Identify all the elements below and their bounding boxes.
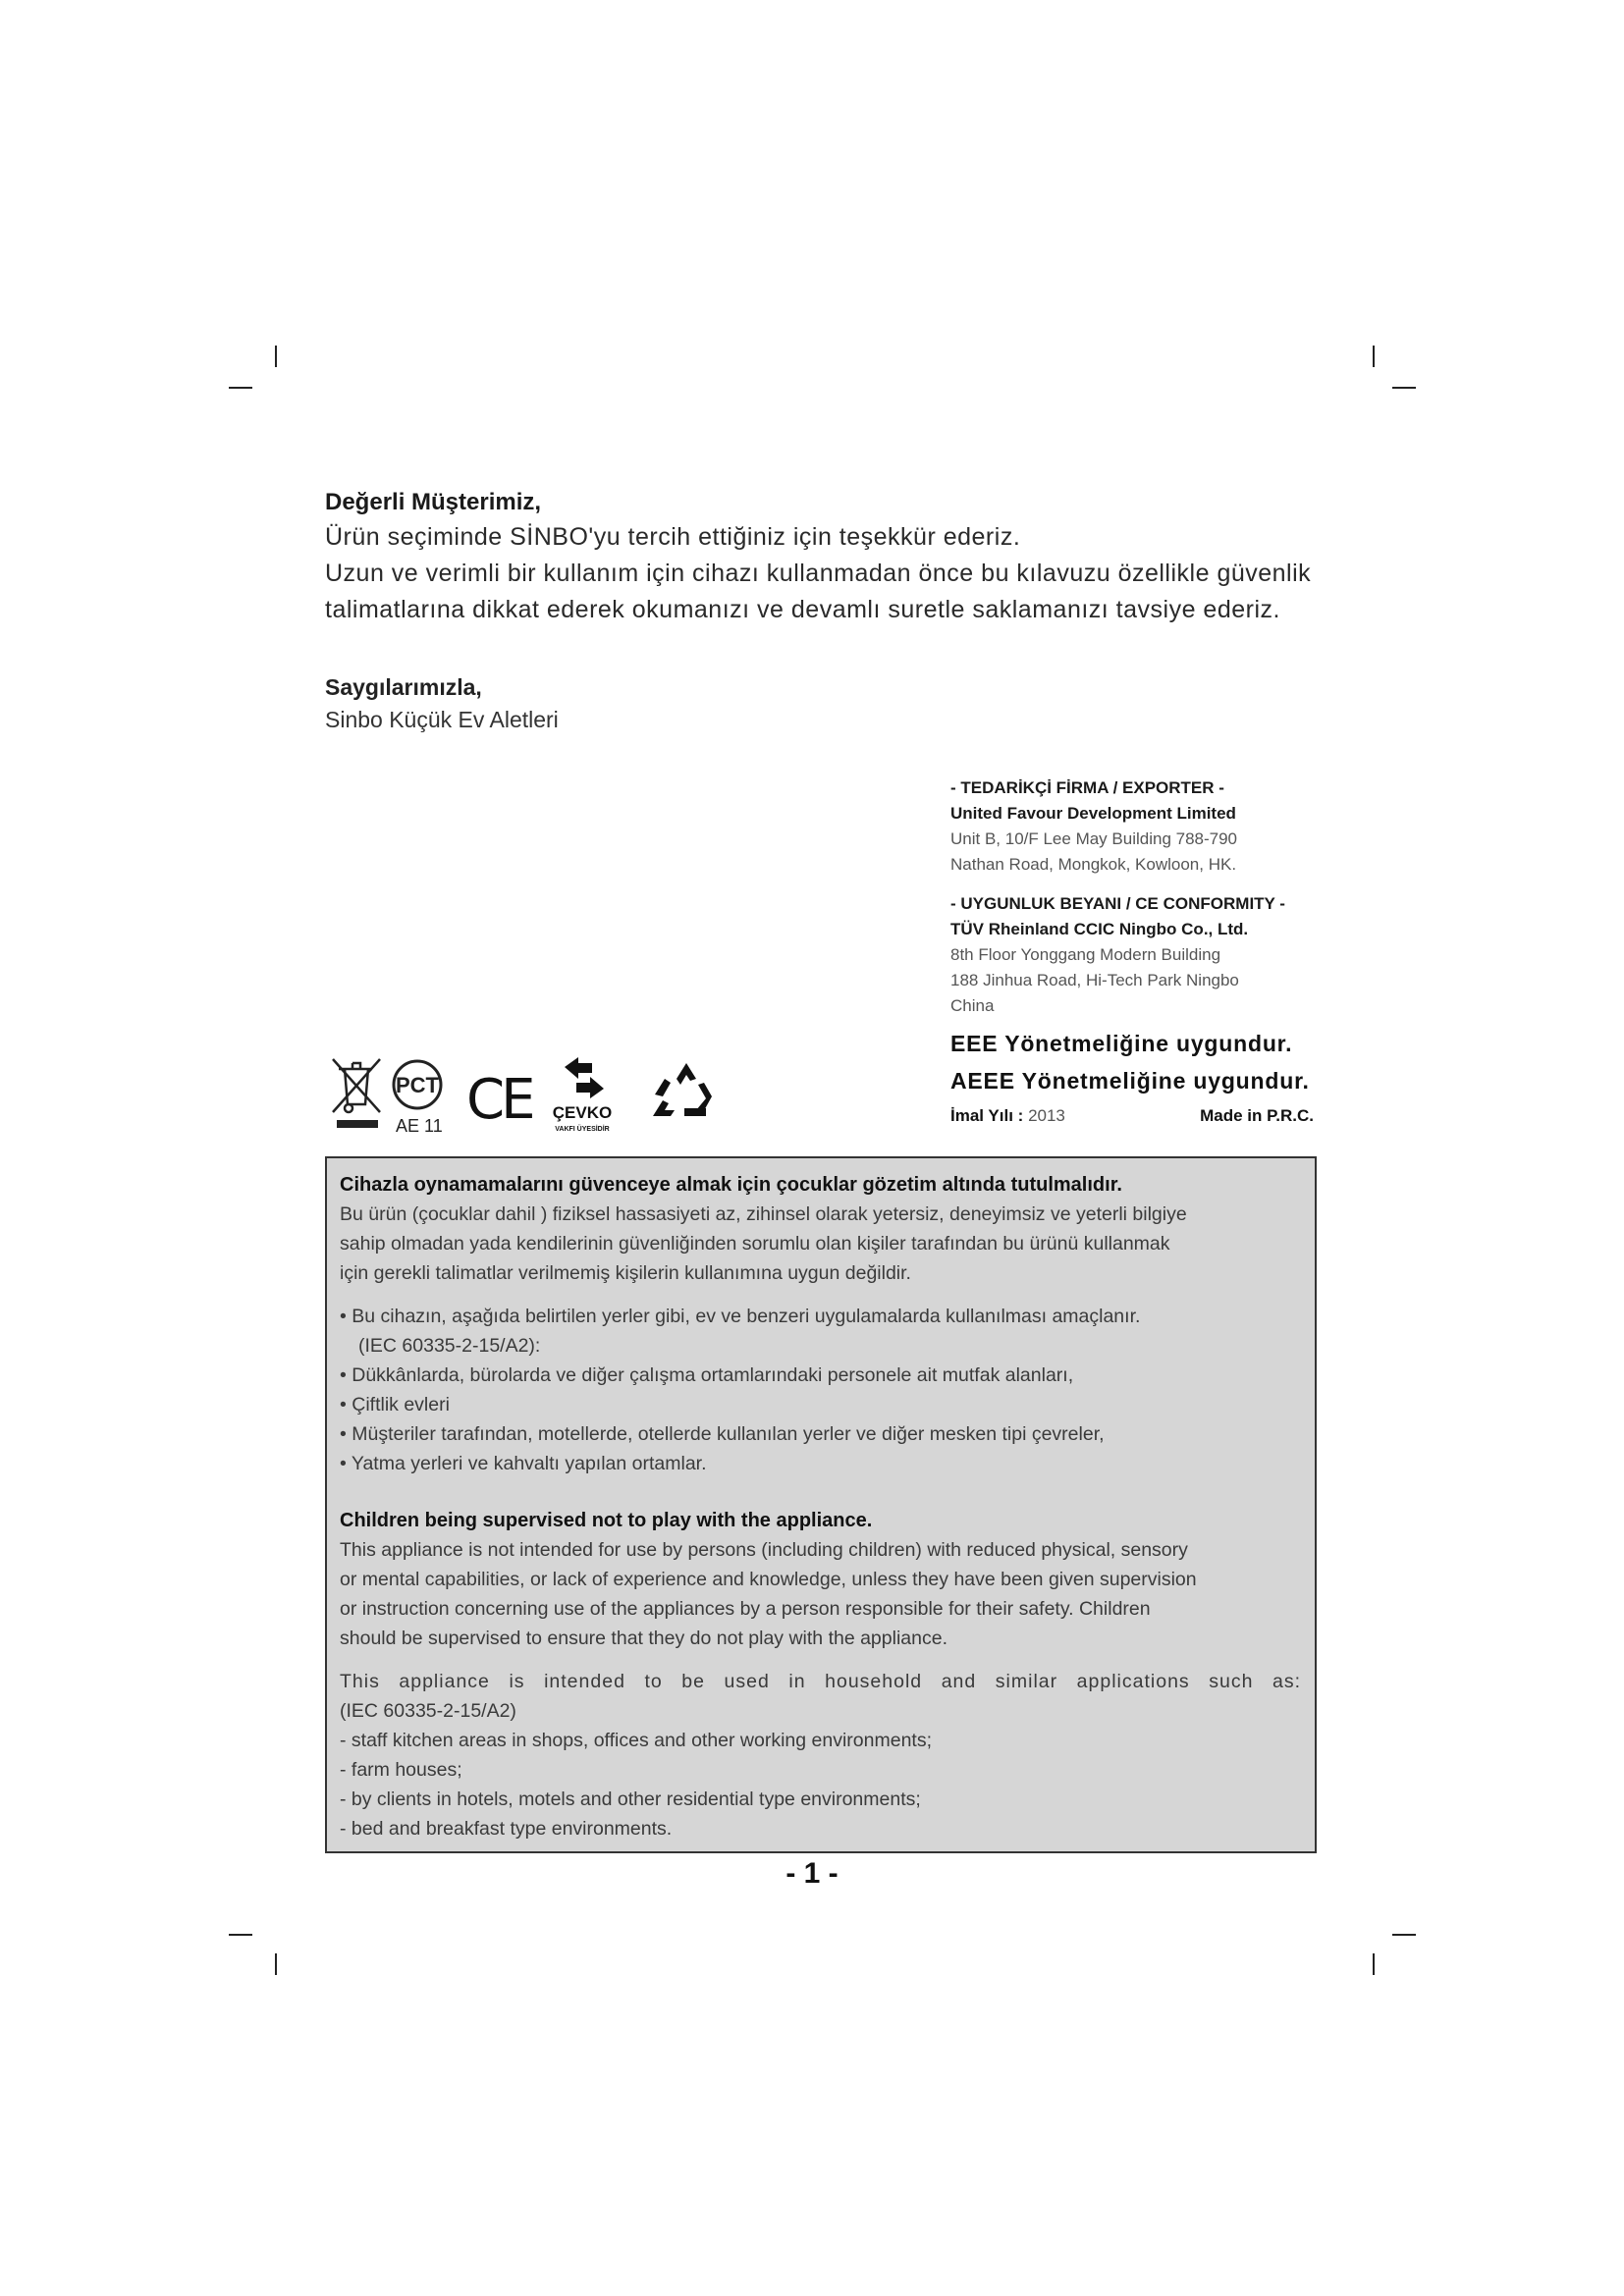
crop-mark-bottom-right-v bbox=[1373, 1953, 1375, 1975]
conformity-address: 188 Jinhua Road, Hi-Tech Park Ningbo bbox=[950, 971, 1239, 989]
list-item: (IEC 60335-2-15/A2): bbox=[358, 1335, 541, 1357]
list-item: • Müşteriler tarafından, motellerde, otellerde kullanılan yerler ve diğer mesken tipi çevreler, bbox=[340, 1423, 1105, 1445]
manufacture-year-value: 2013 bbox=[1028, 1106, 1065, 1125]
list-item: - bed and breakfast type environments. bbox=[340, 1818, 673, 1840]
conformity-address: 8th Floor Yonggang Modern Building bbox=[950, 945, 1221, 964]
tr-notice-paragraph: sahip olmadan yada kendilerinin güvenliğinden sorumlu olan kişiler tarafından bu ürünü kullanmak bbox=[340, 1233, 1170, 1255]
regards-label: Saygılarımızla, bbox=[325, 674, 482, 700]
exporter-address: Unit B, 10/F Lee May Building 788-790 bbox=[950, 829, 1238, 848]
crop-mark-top-left-v bbox=[275, 346, 277, 367]
list-item: • Bu cihazın, aşağıda belirtilen yerler gibi, ev ve benzeri uygulamalarda kullanılması amaçlanır. bbox=[340, 1306, 1141, 1327]
pct-mark-icon bbox=[394, 1061, 441, 1108]
list-item: - by clients in hotels, motels and other residential type environments; bbox=[340, 1789, 921, 1810]
crop-mark-bottom-left-v bbox=[275, 1953, 277, 1975]
supplier-info bbox=[950, 775, 1314, 1131]
crop-mark-bottom-right-h bbox=[1392, 1934, 1416, 1936]
tr-usage-list bbox=[340, 1302, 1301, 1478]
crop-mark-top-right-h bbox=[1392, 387, 1416, 389]
cevko-logo-icon bbox=[553, 1057, 612, 1133]
eee-compliance: EEE Yönetmeliğine uygundur. bbox=[950, 1031, 1293, 1056]
recycle-icon bbox=[653, 1063, 712, 1116]
page-number: - 1 - bbox=[785, 1857, 839, 1890]
list-item: - staff kitchen areas in shops, offices and other working environments; bbox=[340, 1730, 933, 1751]
company-name: Sinbo Küçük Ev Aletleri bbox=[325, 707, 559, 732]
manufacture-year-label: İmal Yılı : bbox=[950, 1106, 1024, 1125]
greeting-section bbox=[325, 486, 1317, 736]
conformity-heading: - UYGUNLUK BEYANI / CE CONFORMITY - bbox=[950, 894, 1285, 913]
manufacture-row bbox=[950, 1101, 1314, 1131]
cevko-subtitle: VAKFI ÜYESİDİR bbox=[555, 1126, 610, 1133]
pct-mark-text: PCT bbox=[396, 1073, 439, 1097]
list-item: • Yatma yerleri ve kahvaltı yapılan ortamlar. bbox=[340, 1453, 707, 1474]
conformity-address: China bbox=[950, 996, 995, 1015]
en-usage-intro: This appliance is intended to be used in household and similar applications such as: bbox=[340, 1671, 1301, 1692]
conformity-name: TÜV Rheinland CCIC Ningbo Co., Ltd. bbox=[950, 920, 1249, 938]
manufacture-year bbox=[950, 1101, 1065, 1131]
en-notice-paragraph: or mental capabilities, or lack of experience and knowledge, unless they have been given supervision bbox=[340, 1569, 1197, 1590]
greeting-line: Ürün seçiminde SİNBO'yu tercih ettiğiniz için teşekkür ederiz. bbox=[325, 523, 1021, 551]
tr-notice-paragraph: için gerekli talimatlar verilmemiş kişilerin kullanımına uygun değildir. bbox=[340, 1262, 911, 1284]
crop-mark-top-right-v bbox=[1373, 346, 1375, 367]
tr-notice-paragraph: Bu ürün (çocuklar dahil ) fiziksel hassasiyeti az, zihinsel olarak yetersiz, deneyimsiz ve yeterli bilgiye bbox=[340, 1203, 1187, 1225]
en-usage-standard: (IEC 60335-2-15/A2) bbox=[340, 1700, 516, 1722]
aeee-compliance: AEEE Yönetmeliğine uygundur. bbox=[950, 1068, 1310, 1094]
en-notice-paragraph: should be supervised to ensure that they do not play with the appliance. bbox=[340, 1628, 947, 1649]
certification-logos bbox=[329, 1055, 722, 1136]
exporter-name: United Favour Development Limited bbox=[950, 804, 1236, 823]
tr-notice-title: Cihazla oynamamalarını güvenceye almak için çocuklar gözetim altında tutulmalıdır. bbox=[340, 1174, 1122, 1196]
made-in-label: Made in P.R.C. bbox=[1200, 1106, 1314, 1125]
crop-mark-bottom-left-h bbox=[229, 1934, 252, 1936]
ce-mark-icon: CE bbox=[466, 1068, 532, 1132]
safety-notice-box bbox=[325, 1156, 1317, 1853]
ae-code-label: AE 11 bbox=[396, 1116, 443, 1136]
greeting-title: Değerli Müşterimiz, bbox=[325, 489, 542, 515]
crop-mark-top-left-h bbox=[229, 387, 252, 389]
en-notice-paragraph: This appliance is not intended for use by persons (including children) with reduced physical, sensory bbox=[340, 1539, 1188, 1561]
exporter-heading: - TEDARİKÇİ FİRMA / EXPORTER - bbox=[950, 778, 1224, 797]
list-item: - farm houses; bbox=[340, 1759, 462, 1781]
greeting-line: talimatlarına dikkat ederek okumanızı ve devamlı suretle saklamanızı tavsiye ederiz. bbox=[325, 596, 1280, 623]
cevko-name: ÇEVKO bbox=[552, 1103, 613, 1122]
weee-bin-icon bbox=[333, 1059, 380, 1128]
en-notice-title: Children being supervised not to play with the appliance. bbox=[340, 1510, 873, 1531]
exporter-address: Nathan Road, Mongkok, Kowloon, HK. bbox=[950, 855, 1237, 874]
greeting-line: Uzun ve verimli bir kullanım için cihazı kullanmadan önce bu kılavuzu özellikle güvenlik bbox=[325, 560, 1312, 587]
en-notice-paragraph: or instruction concerning use of the appliances by a person responsible for their safety. Children bbox=[340, 1598, 1151, 1620]
list-item: • Dükkânlarda, bürolarda ve diğer çalışma ortamlarındaki personele ait mutfak alanları, bbox=[340, 1364, 1074, 1386]
list-item: • Çiftlik evleri bbox=[340, 1394, 450, 1415]
